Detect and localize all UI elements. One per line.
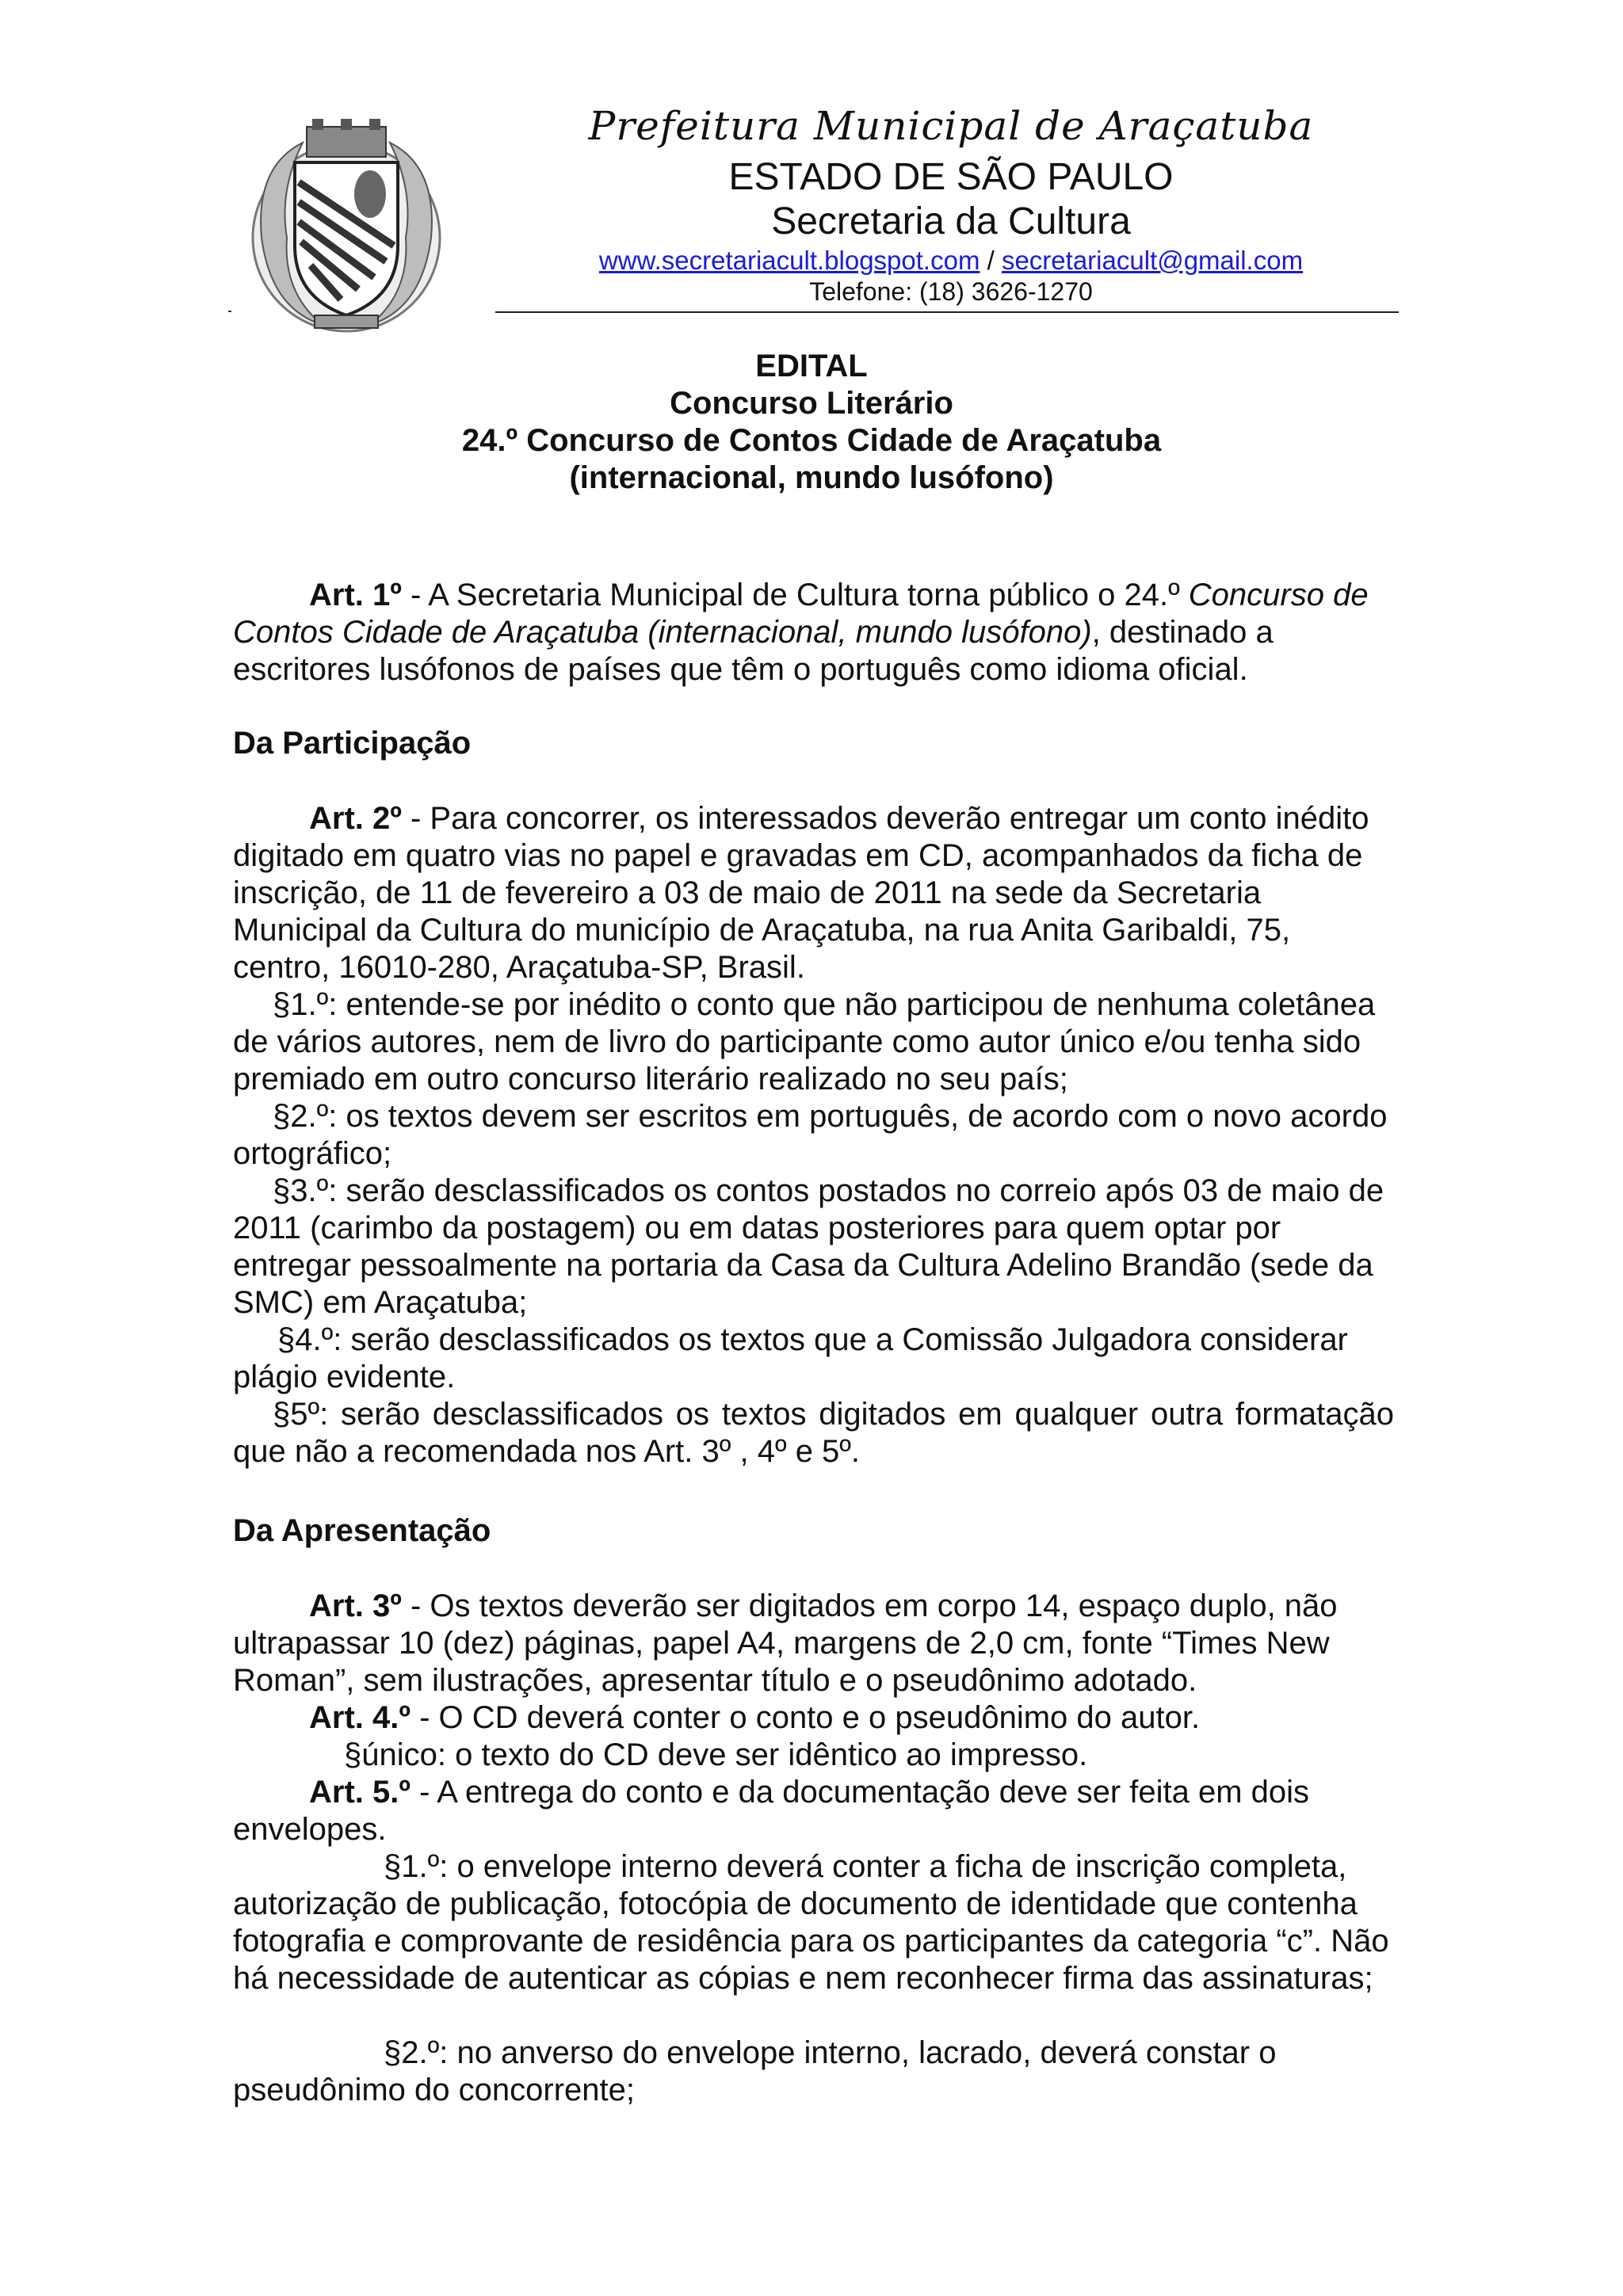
section-heading-participation: Da Participação <box>233 726 472 761</box>
article-2: Art. 2º - Para concorrer, os interessados deverão entregar um conto inédito digitado em quatro vias no papel e gravadas em CD, acompanhados da ficha de inscrição, de 11 de fevereiro a 03 de maio de 2011 na sede da Secretaria Municipal da Cultura do município de Araçatuba, na rua Anita Garibaldi, 75, centro, 16010-280, Araçatuba-SP, Brasil. <box>233 801 1369 985</box>
article-5-paragraph-1: §1.º: o envelope interno deverá conter a ficha de inscrição completa, autorização de publicação, fotocópia de documento de identidade que contenha fotografia e comprovante de residência para os participantes da categoria “c”. Não há necessidade de autenticar as cópias e nem reconhecer firma das assinaturas; <box>233 1849 1389 1996</box>
link-separator: / <box>987 246 995 275</box>
article-5-paragraph-2: §2.º: no anverso do envelope interno, lacrado, deverá constar o pseudônimo do concorrente; <box>233 2035 1277 2107</box>
secretariat-name: Secretaria da Cultura <box>771 200 1131 242</box>
article-label: Art. 1º <box>309 578 402 612</box>
header-rule <box>495 311 1399 313</box>
article-label: Art. 5.º <box>309 1775 411 1810</box>
article-2-paragraph-1: §1.º: entende-se por inédito o conto que não participou de nenhuma coletânea de vários autores, nem de livro do participante como autor único e/ou tenha sido premiado em outro concurso literário realizado no seu país; <box>233 987 1376 1097</box>
article-label: Art. 4.º <box>309 1700 411 1735</box>
article-label: Art. 2º <box>309 801 402 836</box>
coat-of-arms-emblem <box>247 119 445 341</box>
doc-subtitle: Concurso Literário <box>670 386 953 421</box>
state-name: ESTADO DE SÃO PAULO <box>728 156 1174 198</box>
section-heading-presentation: Da Apresentação <box>233 1513 491 1548</box>
header-mark <box>228 311 231 312</box>
article-2-paragraph-3: §3.º: serão desclassificados os contos postados no correio após 03 de maio de 2011 (carimbo da postagem) ou em datas posteriores para quem optar por entregar pessoalmente na portaria da Casa da Cultura Adelino Brandão (sede da SMC) em Araçatuba; <box>233 1173 1384 1320</box>
municipality-title: Prefeitura Municipal de Araçatuba <box>588 103 1314 149</box>
website-link[interactable]: www.secretariacult.blogspot.com <box>598 246 980 275</box>
article-4-unique-paragraph: §único: o texto do CD deve ser idêntico ao impresso. <box>344 1737 1088 1772</box>
article-2-paragraph-2: §2.º: os textos devem ser escritos em português, de acordo com o novo acordo ortográfico; <box>233 1099 1388 1171</box>
article-5: Art. 5.º - A entrega do conto e da documentação deve ser feita em dois envelopes. <box>233 1775 1310 1847</box>
article-2-paragraph-4: §4.º: serão desclassificados os textos que a Comissão Julgadora considerar plágio evidente. <box>233 1322 1348 1394</box>
doc-title: EDITAL <box>755 349 868 383</box>
contest-name-italic: Concurso de Contos Cidade de Araçatuba (internacional, mundo lusófono) <box>233 578 1369 650</box>
contest-name: 24.º Concurso de Contos Cidade de Araçatuba <box>461 423 1162 458</box>
phone-number: Telefone: (18) 3626-1270 <box>809 277 1093 306</box>
contest-scope: (internacional, mundo lusófono) <box>569 460 1054 495</box>
article-1: Art. 1º - A Secretaria Municipal de Cultura torna público o 24.º Concurso de Contos Cidade de Araçatuba (internacional, mundo lusófono), destinado a escritores lusófonos de países que têm o português como idioma oficial. <box>233 578 1369 687</box>
article-label: Art. 3º <box>309 1589 402 1623</box>
article-4: Art. 4.º - O CD deverá conter o conto e o pseudônimo do autor. <box>309 1700 1201 1735</box>
email-link[interactable]: secretariacult@gmail.com <box>1001 246 1304 275</box>
article-2-paragraph-5: §5º: serão desclassificados os textos digitados em qualquer outra formatação que não a recomendada nos Art. 3º , 4º e 5º. <box>233 1397 1394 1469</box>
article-3: Art. 3º - Os textos deverão ser digitados em corpo 14, espaço duplo, não ultrapassar 10 (dez) páginas, papel A4, margens de 2,0 cm, fonte “Times New Roman”, sem ilustrações, apresentar título e o pseudônimo adotado. <box>233 1589 1338 1698</box>
contact-links <box>507 246 1395 276</box>
